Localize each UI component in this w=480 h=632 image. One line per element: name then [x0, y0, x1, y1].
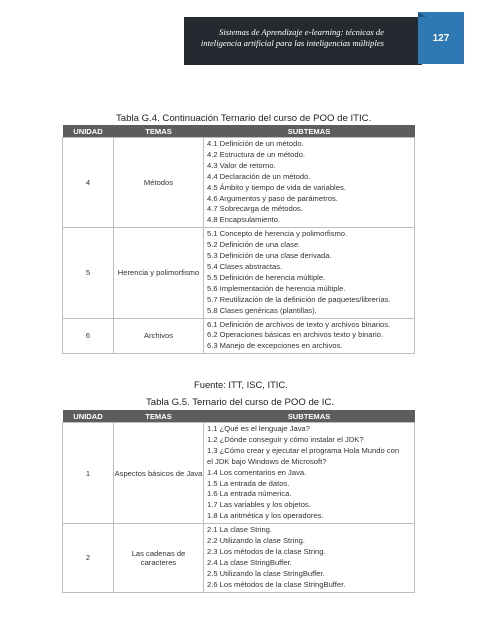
subtema-item: 1.3 ¿Cómo crear y ejecutar el programa Hola Mundo con [207, 445, 400, 455]
subtema-item: 2.3 Los métodos de la clase String. [207, 546, 326, 556]
tema-cell: Herencia y polimorfismo [114, 228, 204, 318]
tema-cell: Archivos [114, 318, 204, 354]
subtema-item: 1.4 Los comentarios en Java. [207, 467, 307, 477]
table-row [63, 423, 415, 524]
subtema-item: 5.7 Reutilización de la definición de paquetes/librerías. [207, 294, 391, 304]
subtema-item: 2.4 La clase StringBuffer. [207, 557, 292, 567]
subtemas-cell [204, 138, 415, 228]
subtema-item: 5.5 Definición de herencia múltiple. [207, 272, 326, 282]
subtema-item: 6.1 Definición de archivos de texto y archivos binarios. [207, 319, 391, 329]
unidad-cell: 4 [63, 138, 114, 228]
subtema-item: 4.6 Argumentos y paso de parámetros. [207, 193, 338, 203]
subtema-item: 4.1 Definición de un método. [207, 139, 304, 148]
table-row [63, 228, 415, 318]
subtemas-cell [204, 318, 415, 354]
subtema-item: 2.2 Utilizando la clase String. [207, 536, 305, 546]
subtema-item: 4.5 Ámbito y tiempo de vida de variables. [207, 182, 346, 192]
page-number: 127 [432, 33, 450, 44]
subtemas-cell [204, 524, 415, 592]
table-row [63, 318, 415, 354]
subtema-item: 1.2 ¿Dónde conseguir y cómo instalar el JDK? [207, 434, 364, 444]
running-header-title [188, 27, 384, 49]
table-row [63, 138, 415, 228]
unidad-cell: 2 [63, 524, 114, 592]
header-unidad: UNIDAD [63, 410, 114, 423]
subtema-item: 1.1 ¿Qué es el lenguaje Java? [207, 424, 311, 433]
subtema-item: 4.2 Estructura de un método. [207, 149, 305, 159]
subtema-item: 1.7 Las variables y los objetos. [207, 500, 311, 510]
subtema-item: el JDK bajo Windows de Microsoft? [207, 456, 327, 466]
table-g4-source: Fuente: ITT, ISC, ITIC. [194, 379, 288, 390]
header-temas: TEMAS [114, 410, 204, 423]
header-subtemas: SUBTEMAS [204, 125, 415, 138]
running-header-title-line1: Sistemas de Aprendizaje e-learning: técnicas de [219, 27, 384, 37]
subtema-item: 6.3 Manejo de excepciones en archivos. [207, 341, 343, 351]
subtema-item: 2.6 Los métodos de la clase StringBuffer. [207, 579, 346, 589]
unidad-cell: 1 [63, 423, 114, 524]
subtema-item: 6.2 Operaciones básicas en archivos texto y binario. [207, 330, 384, 340]
subtema-item: 4.3 Valor de retorno. [207, 160, 276, 170]
page-number-tab-fold [418, 12, 426, 17]
table-g4-header-row [63, 125, 415, 138]
table-row [63, 524, 415, 592]
subtema-item: 4.7 Sobrecarga de métodos. [207, 204, 303, 214]
subtemas-cell [204, 423, 415, 524]
subtemas-cell [204, 228, 415, 318]
unidad-cell: 6 [63, 318, 114, 354]
subtema-item: 1.8 La aritmética y los operadores. [207, 511, 324, 521]
subtema-item: 4.4 Declaración de un método. [207, 171, 311, 181]
tema-cell: Métodos [114, 138, 204, 228]
subtema-item: 5.8 Clases genéricas (plantillas). [207, 305, 317, 315]
table-g4 [62, 125, 415, 354]
tema-cell: Aspectos básicos de Java [114, 423, 204, 524]
header-subtemas: SUBTEMAS [204, 410, 415, 423]
subtema-item: 5.4 Clases abstractas. [207, 261, 283, 271]
subtema-item: 5.2 Definición de una clase. [207, 240, 301, 250]
table-g4-caption: Tabla G.4. Continuación Ternario del curso de POO de ITIC. [116, 113, 372, 124]
subtema-item: 5.1 Concepto de herencia y polimorfismo. [207, 229, 348, 239]
subtema-item: 1.5 La entrada de datos. [207, 478, 290, 488]
subtema-item: 5.3 Definición de una clase derivada. [207, 251, 332, 261]
subtema-item: 2.5 Utilizando la clase StringBuffer. [207, 568, 325, 578]
subtema-item: 1.6 La entrada númerica. [207, 489, 292, 499]
table-g5 [62, 410, 415, 593]
unidad-cell: 5 [63, 228, 114, 318]
running-header-title-line2: inteligencia artificial para las inteligencias múltiples [200, 38, 384, 48]
subtema-item: 5.6 Implementación de herencia múltiple. [207, 283, 346, 293]
header-temas: TEMAS [114, 125, 204, 138]
subtema-item: 2.1 La clase String. [207, 525, 273, 535]
subtema-item: 4.8 Encapsulamiento. [207, 215, 281, 225]
table-g5-caption: Tabla G.5. Ternario del curso de POO de IC. [146, 397, 335, 408]
header-unidad: UNIDAD [63, 125, 114, 138]
tema-cell: Las cadenas de caracteres [114, 524, 204, 592]
table-g5-header-row [63, 410, 415, 423]
